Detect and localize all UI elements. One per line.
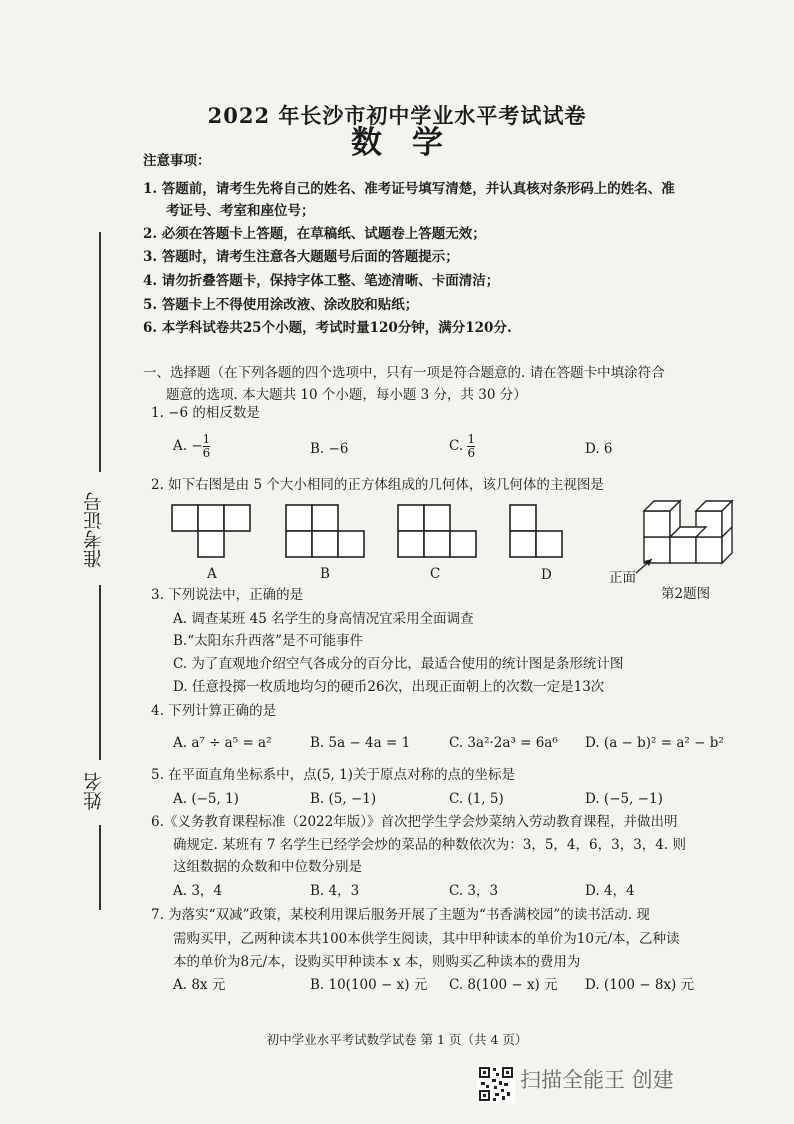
q4-option-c: C. 3a²·2a³ = 6a⁶ xyxy=(449,735,558,751)
q2-option-c-view xyxy=(398,505,476,557)
q2-options-figure xyxy=(170,500,570,570)
qr-code-icon xyxy=(477,1065,515,1103)
section-heading-cont: 题意的选项. 本大题共 10 个小题，每小题 3 分，共 30 分） xyxy=(166,387,527,403)
q3-option-b: B.“太阳东升西落”是不可能事件 xyxy=(173,633,364,649)
q6-option-c: C. 3，3 xyxy=(449,883,499,899)
q1-a-sign: − xyxy=(191,438,203,454)
q7-option-b: B. 10(100 − x) 元 xyxy=(310,977,428,993)
q7-stem-cont: 本的单价为8元/本，设购买甲种读本 x 本，则购买乙种读本的费用为 xyxy=(173,954,581,970)
q3-option-a: A. 调查某班 45 名学生的身高情况宜采用全面调查 xyxy=(173,611,474,627)
q1-a-label: A. xyxy=(173,438,188,454)
q7-option-d: D. (100 − 8x) 元 xyxy=(585,977,695,993)
q5-stem: 5. 在平面直角坐标系中，点(5, 1)关于原点对称的点的坐标是 xyxy=(151,767,515,783)
q2-label-d: D xyxy=(541,567,552,583)
q6-option-d: D. 4，4 xyxy=(585,883,635,899)
q6-option-b: B. 4，3 xyxy=(310,883,360,899)
q6-stem-cont: 这组数据的众数和中位数分别是 xyxy=(173,859,362,875)
q1-c-fraction: $\frac{1}{6}$ xyxy=(467,432,476,460)
section-heading: 一、选择题（在下列各题的四个选项中，只有一项是符合题意的. 请在答题卡中填涂符合 xyxy=(143,365,665,381)
q1-c-label: C. xyxy=(449,438,464,454)
q5-option-c: C. (1, 5) xyxy=(449,791,504,807)
binding-line-top xyxy=(99,232,101,472)
q5-option-a: A. (−5, 1) xyxy=(173,791,239,807)
q1-option-b: B. −6 xyxy=(310,441,349,457)
note-item: 4. 请勿折叠答题卡，保持字体工整、笔迹清晰、卡面清洁； xyxy=(143,273,500,289)
q3-stem: 3. 下列说法中，正确的是 xyxy=(151,587,304,603)
note-item: 5. 答题卡上不得使用涂改液、涂改胶和贴纸； xyxy=(143,297,419,313)
q6-stem: 6.《义务教育课程标准（2022年版）》首次把学生学会炒菜纳入劳动教育课程，并做出明 xyxy=(151,814,678,830)
q2-label-c: C xyxy=(430,566,441,582)
page-footer: 初中学业水平考试数学试卷 第 1 页（共 4 页） xyxy=(266,1032,528,1047)
note-item: 6. 本学科试卷共25个小题，考试时量120分钟，满分120分. xyxy=(143,320,512,336)
q3-option-c: C. 为了直观地介绍空气各成分的百分比，最适合使用的统计图是条形统计图 xyxy=(173,656,624,672)
q6-option-a: A. 3，4 xyxy=(173,883,223,899)
q7-option-c: C. 8(100 − x) 元 xyxy=(449,977,558,993)
q1-option-a xyxy=(173,433,210,460)
q2-label-b: B xyxy=(320,566,330,582)
subject-title: 数学 xyxy=(351,125,473,161)
binding-line-mid xyxy=(99,585,101,760)
q6-stem-cont: 确规定. 某班有 7 名学生已经学会炒的菜品的种数依次为：3，5，4，6，3，3，4. 则 xyxy=(173,837,686,853)
q1-stem: 1. −6 的相反数是 xyxy=(151,405,260,421)
q2-option-d-view xyxy=(510,505,562,557)
q3-option-d: D. 任意投掷一枚质地均匀的硬币26次，出现正面朝上的次数一定是13次 xyxy=(173,679,605,695)
q2-label-a: A xyxy=(207,566,217,582)
q1-option-d: D. 6 xyxy=(585,441,613,457)
q7-stem: 7. 为落实“双减”政策，某校利用课后服务开展了主题为“书香满校园”的读书活动. 现 xyxy=(151,907,650,923)
q1-a-fraction: $\frac{1}{6}$ xyxy=(202,432,211,460)
q2-stem: 2. 如下右图是由 5 个大小相同的正方体组成的几何体，该几何体的主视图是 xyxy=(151,477,604,493)
q5-option-d: D. (−5, −1) xyxy=(585,791,663,807)
q2-option-b-view xyxy=(286,505,364,557)
note-item: 3. 答题时，请考生注意各大题题号后面的答题提示； xyxy=(143,249,459,265)
q4-option-d: D. (a − b)² = a² − b² xyxy=(585,735,724,751)
notes-heading: 注意事项： xyxy=(143,153,211,169)
binding-line-bottom xyxy=(99,825,101,910)
q7-stem-cont: 需购买甲，乙两种读本共100本供学生阅读，其中甲种读本的单价为10元/本，乙种读 xyxy=(173,931,680,947)
q7-option-a: A. 8x 元 xyxy=(173,977,226,993)
q2-front-label: 正面 xyxy=(609,570,636,586)
q4-option-b: B. 5a − 4a = 1 xyxy=(310,735,411,751)
q4-option-a: A. a⁷ ÷ a⁵ = a² xyxy=(173,735,272,751)
q4-stem: 4. 下列计算正确的是 xyxy=(151,703,277,719)
q5-option-b: B. (5, −1) xyxy=(310,791,377,807)
q2-option-a-view xyxy=(172,505,250,557)
scanner-watermark: 扫描全能王 创建 xyxy=(520,1068,674,1092)
note-item: 考证号、考室和座位号； xyxy=(166,203,315,219)
exam-id-label: 准考证号 xyxy=(83,492,105,568)
q2-figure-caption: 第2题图 xyxy=(661,586,711,602)
note-item: 2. 必须在答题卡上答题，在草稿纸、试题卷上答题无效； xyxy=(143,226,486,242)
exam-title: 2022 年长沙市初中学业水平考试试卷 xyxy=(207,103,587,128)
note-item: 1. 答题前，请考生先将自己的姓名、准考证号填写清楚，并认真核对条形码上的姓名、准 xyxy=(143,181,675,197)
name-label: 姓名 xyxy=(83,772,105,810)
q1-option-c xyxy=(449,433,475,460)
